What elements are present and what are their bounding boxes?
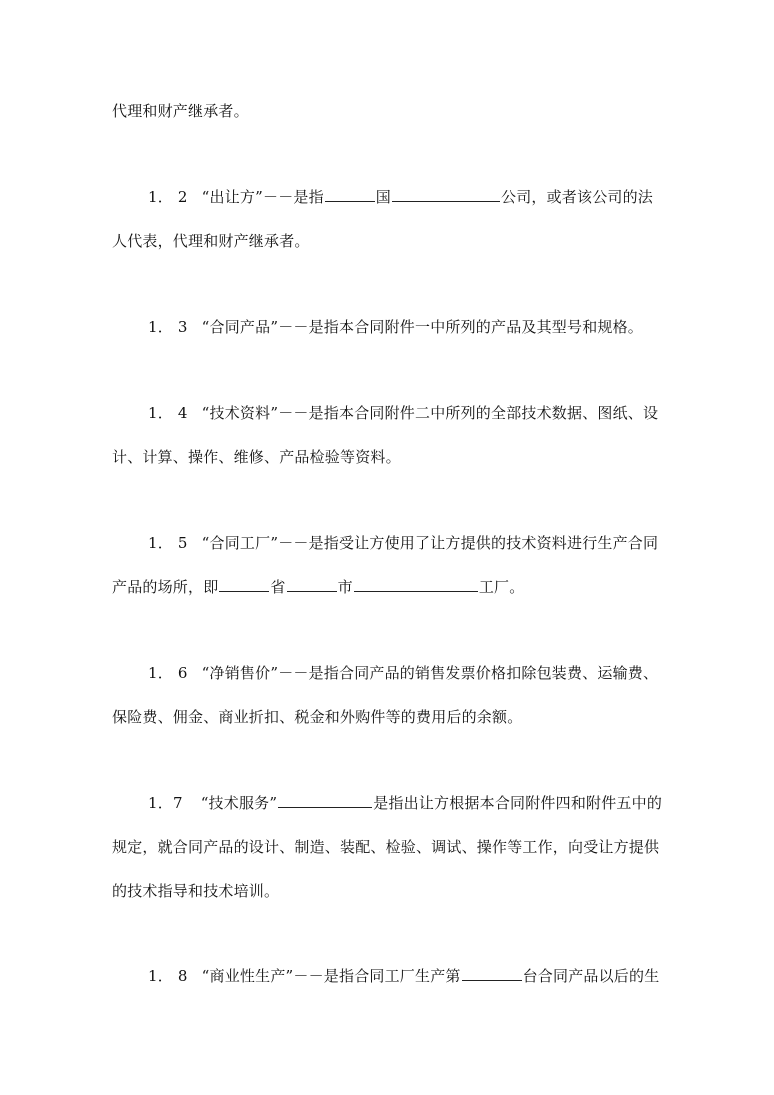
text: 规定，就合同产品的设计、制造、装配、检验、调试、操作等工作，向受让方提供 <box>112 838 660 856</box>
clause-1-7-line-1 <box>148 793 662 813</box>
paragraph-line <box>112 837 659 857</box>
clause-number: 1． 2 <box>148 188 188 206</box>
text: 代理和财产继承者。 <box>112 102 249 120</box>
paragraph-line <box>112 881 279 901</box>
text: 产品的场所，即 <box>112 578 219 596</box>
clause-number: 1． 8 <box>148 967 188 985</box>
clause-1-3 <box>148 317 643 337</box>
text: 国 <box>375 188 391 206</box>
text: 的技术指导和技术培训。 <box>112 882 280 900</box>
text: 市 <box>337 578 353 596</box>
text: “合同产品”－－是指本合同附件一中所列的产品及其型号和规格。 <box>201 318 643 336</box>
blank-field <box>325 187 375 202</box>
clause-number: 1． 6 <box>148 664 188 682</box>
clause-number: 1． 4 <box>148 404 188 422</box>
clause-number: 1．7 <box>148 794 183 812</box>
clause-1-2-line-1 <box>148 187 653 207</box>
text: “合同工厂”－－是指受让方使用了让方提供的技术资料进行生产合同 <box>201 534 659 552</box>
clause-1-8-line-1 <box>148 966 659 986</box>
text: 是指出让方根据本合同附件四和附件五中的 <box>373 794 663 812</box>
paragraph-line <box>112 101 249 121</box>
blank-field <box>354 577 478 592</box>
text: 省 <box>270 578 286 596</box>
clause-1-4-line-1 <box>148 403 658 423</box>
clause-1-5-line-2 <box>112 577 524 597</box>
blank-field <box>287 577 337 592</box>
text: 计、计算、操作、维修、产品检验等资料。 <box>112 448 401 466</box>
paragraph-line <box>112 447 401 467</box>
text: “出让方”－－是指 <box>201 188 324 206</box>
text: 台合同产品以后的生 <box>522 967 660 985</box>
text: “商业性生产”－－是指合同工厂生产第 <box>201 967 461 985</box>
blank-field <box>219 577 269 592</box>
text: 保险费、佣金、商业折扣、税金和外购件等的费用后的余额。 <box>112 708 523 726</box>
clause-1-5-line-1 <box>148 533 658 553</box>
paragraph-line <box>112 231 310 251</box>
text: 工厂。 <box>478 578 525 596</box>
clause-1-6-line-1 <box>148 663 658 683</box>
clause-number: 1． 5 <box>148 534 188 552</box>
text: “净销售价”－－是指合同产品的销售发票价格扣除包装费、运输费、 <box>201 664 659 682</box>
paragraph-line <box>112 707 522 727</box>
blank-field <box>462 966 522 981</box>
blank-field <box>392 187 500 202</box>
clause-number: 1． 3 <box>148 318 188 336</box>
text: 人代表，代理和财产继承者。 <box>112 232 310 250</box>
blank-field <box>278 793 372 808</box>
text: “技术资料”－－是指本合同附件二中所列的全部技术数据、图纸、设 <box>201 404 659 422</box>
text: 公司，或者该公司的法 <box>501 188 654 206</box>
text: “技术服务” <box>200 794 278 812</box>
